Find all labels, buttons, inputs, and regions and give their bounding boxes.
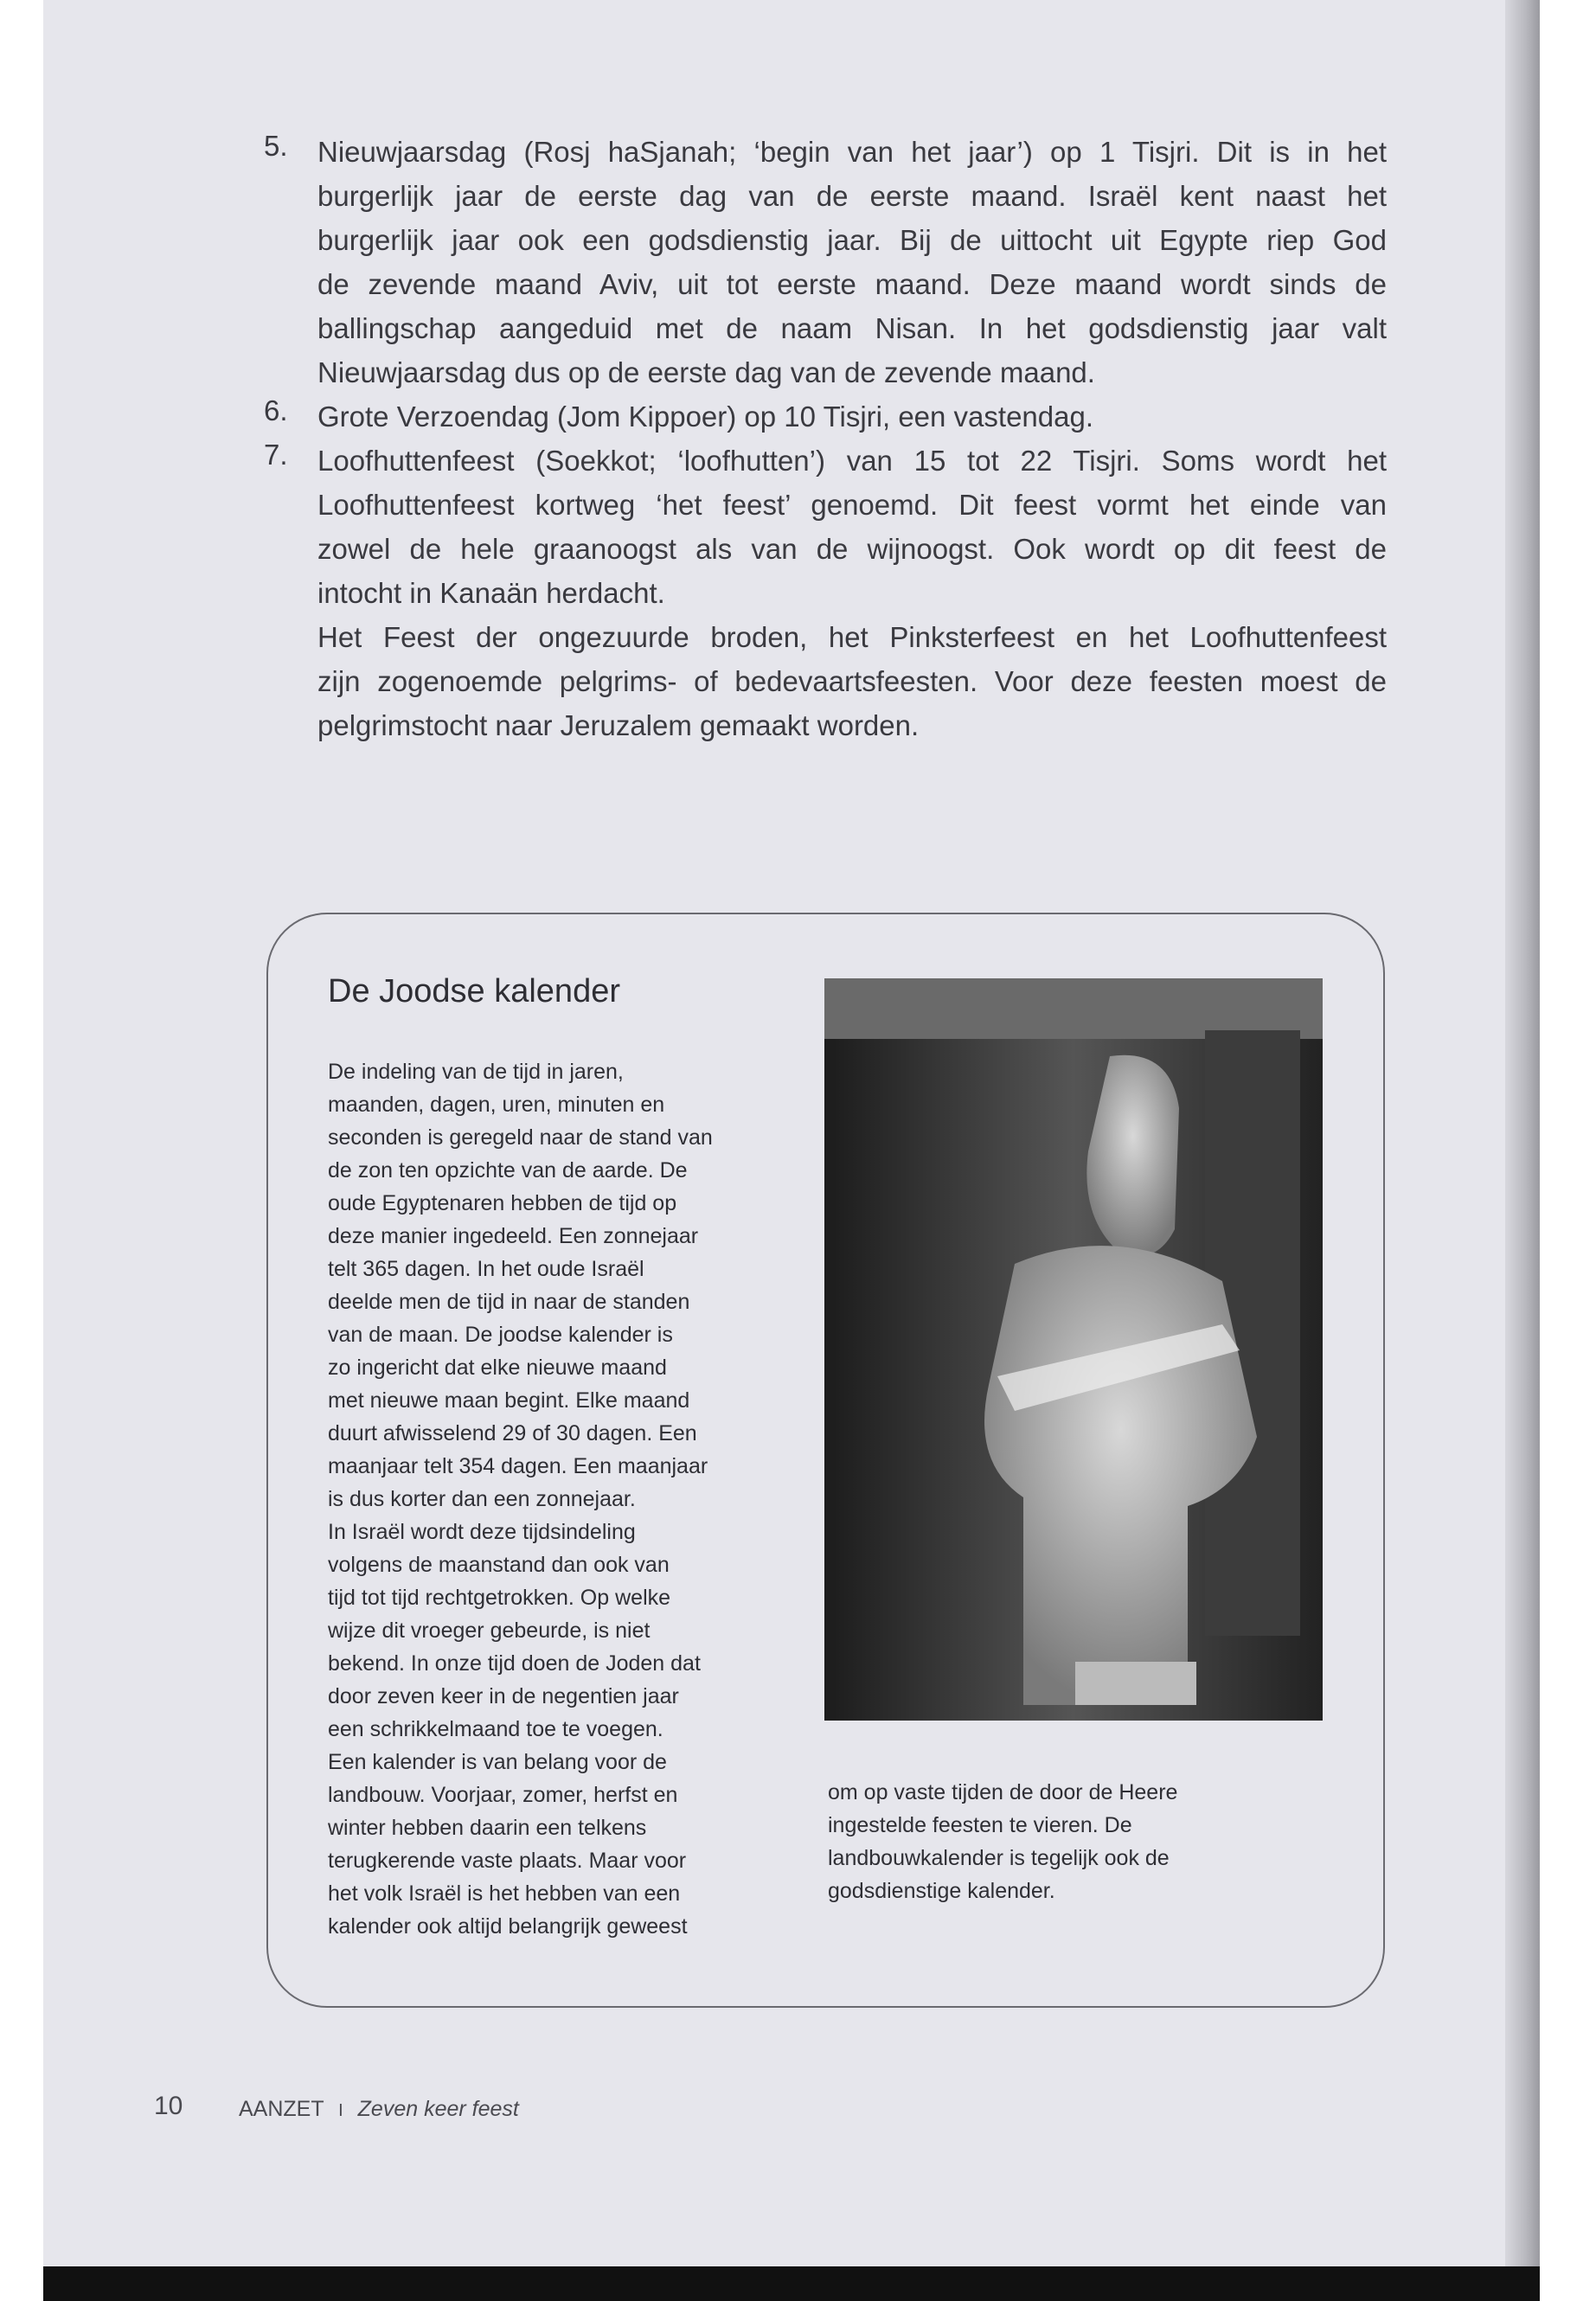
text-line: landbouw. Voorjaar, zomer, herfst en [328, 1783, 678, 1807]
text-line: om op vaste tijden de door de Heere [828, 1780, 1178, 1804]
text-line: Nieuwjaarsdag (Rosj haSjanah; ‘begin van het jaar’) op 1 Tisjri. Dit is in het [317, 136, 1387, 168]
text-line: pelgrimstocht naar Jeruzalem gemaakt worden. [317, 709, 920, 741]
text-line: zijn zogenoemde pelgrims- of bedevaartsfeesten. Voor deze feesten moest de [317, 665, 1387, 697]
pharaoh-statue-photo [824, 978, 1323, 1721]
text-line: winter hebben daarin een telkens [328, 1816, 647, 1840]
list-number: 5. [264, 130, 288, 162]
text-line: Een kalender is van belang voor de [328, 1750, 667, 1774]
text-line: is dus korter dan een zonnejaar. [328, 1487, 636, 1511]
footer-separator: I [338, 2101, 343, 2120]
text-line: In Israël wordt deze tijdsindeling [328, 1520, 636, 1544]
list-number: 6. [264, 394, 288, 426]
text-line: landbouwkalender is tegelijk ook de [828, 1846, 1170, 1870]
text-line: deze manier ingedeeld. Een zonnejaar [328, 1224, 699, 1248]
text-line: door zeven keer in de negentien jaar [328, 1684, 679, 1708]
list-item-5 [264, 130, 1387, 394]
page-spine-shadow [1505, 0, 1540, 2266]
text-line: maanden, dagen, uren, minuten en [328, 1093, 665, 1117]
text-line: volgens de maanstand dan ook van [328, 1553, 670, 1577]
text-line: oude Egyptenaren hebben de tijd op [328, 1191, 677, 1215]
text-line: tijd tot tijd rechtgetrokken. Op welke [328, 1586, 671, 1610]
page-number: 10 [154, 2092, 183, 2120]
text-line: terugkerende vaste plaats. Maar voor [328, 1849, 687, 1873]
text-line: de zon ten opzichte van de aarde. De [328, 1158, 688, 1183]
running-footer [239, 2097, 519, 2122]
text-line: burgerlijk jaar de eerste dag van de eerste maand. Israël kent naast het [317, 180, 1387, 212]
text-line: intocht in Kanaän herdacht. [317, 577, 665, 609]
text-line: Het Feest der ongezuurde broden, het Pinksterfeest en het Loofhuttenfeest [317, 621, 1387, 653]
text-line: Grote Verzoendag (Jom Kippoer) op 10 Tisjri, een vastendag. [317, 401, 1094, 433]
text-line: Loofhuttenfeest (Soekkot; ‘loofhutten’) van 15 tot 22 Tisjri. Soms wordt het [317, 445, 1387, 477]
text-line: van de maan. De joodse kalender is [328, 1323, 673, 1347]
text-line: bekend. In onze tijd doen de Joden dat [328, 1651, 701, 1676]
text-line: ballingschap aangeduid met de naam Nisan. In het godsdienstig jaar valt [317, 312, 1387, 344]
text-line: met nieuwe maan begint. Elke maand [328, 1388, 690, 1413]
text-line: Loofhuttenfeest kortweg ‘het feest’ genoemd. Dit feest vormt het einde van [317, 489, 1387, 521]
text-line: het volk Israël is het hebben van een [328, 1881, 681, 1906]
text-line: Nieuwjaarsdag dus op de eerste dag van de zevende maand. [317, 356, 1095, 388]
text-line: burgerlijk jaar ook een godsdienstig jaar. Bij de uittocht uit Egypte riep God [317, 224, 1387, 256]
text-line: een schrikkelmaand toe te voegen. [328, 1717, 663, 1741]
text-line: De indeling van de tijd in jaren, [328, 1060, 624, 1084]
box-body [328, 1055, 713, 1943]
text-line: wijze dit vroeger gebeurde, is niet [328, 1618, 651, 1643]
text-line: deelde men de tijd in naar de standen [328, 1290, 690, 1314]
text-line: duurt afwisselend 29 of 30 dagen. Een [328, 1421, 697, 1445]
closing-paragraph [264, 615, 1387, 747]
text-line: de zevende maand Aviv, uit tot eerste maand. Deze maand wordt sinds de [317, 268, 1387, 300]
book-title: Zeven keer feest [357, 2097, 519, 2121]
text-line: zo ingericht dat elke nieuwe maand [328, 1356, 667, 1380]
photo-caption [828, 1776, 1177, 1907]
list-item-7 [264, 439, 1387, 615]
text-line: seconden is geregeld naar de stand van [328, 1125, 713, 1150]
text-line: godsdienstige kalender. [828, 1879, 1055, 1903]
list-number: 7. [264, 439, 288, 471]
scan-border [43, 2266, 1540, 2301]
text-line: maanjaar telt 354 dagen. Een maanjaar [328, 1454, 708, 1478]
main-text [264, 130, 1387, 747]
text-line: kalender ook altijd belangrijk geweest [328, 1914, 688, 1939]
text-line: zowel de hele graanoogst als van de wijnoogst. Ook wordt op dit feest de [317, 533, 1387, 565]
text-line: ingestelde feesten te vieren. De [828, 1813, 1132, 1837]
list-item-6 [264, 394, 1387, 439]
box-title: De Joodse kalender [328, 973, 620, 1009]
text-line: telt 365 dagen. In het oude Israël [328, 1257, 644, 1281]
series-name: AANZET [239, 2097, 324, 2121]
